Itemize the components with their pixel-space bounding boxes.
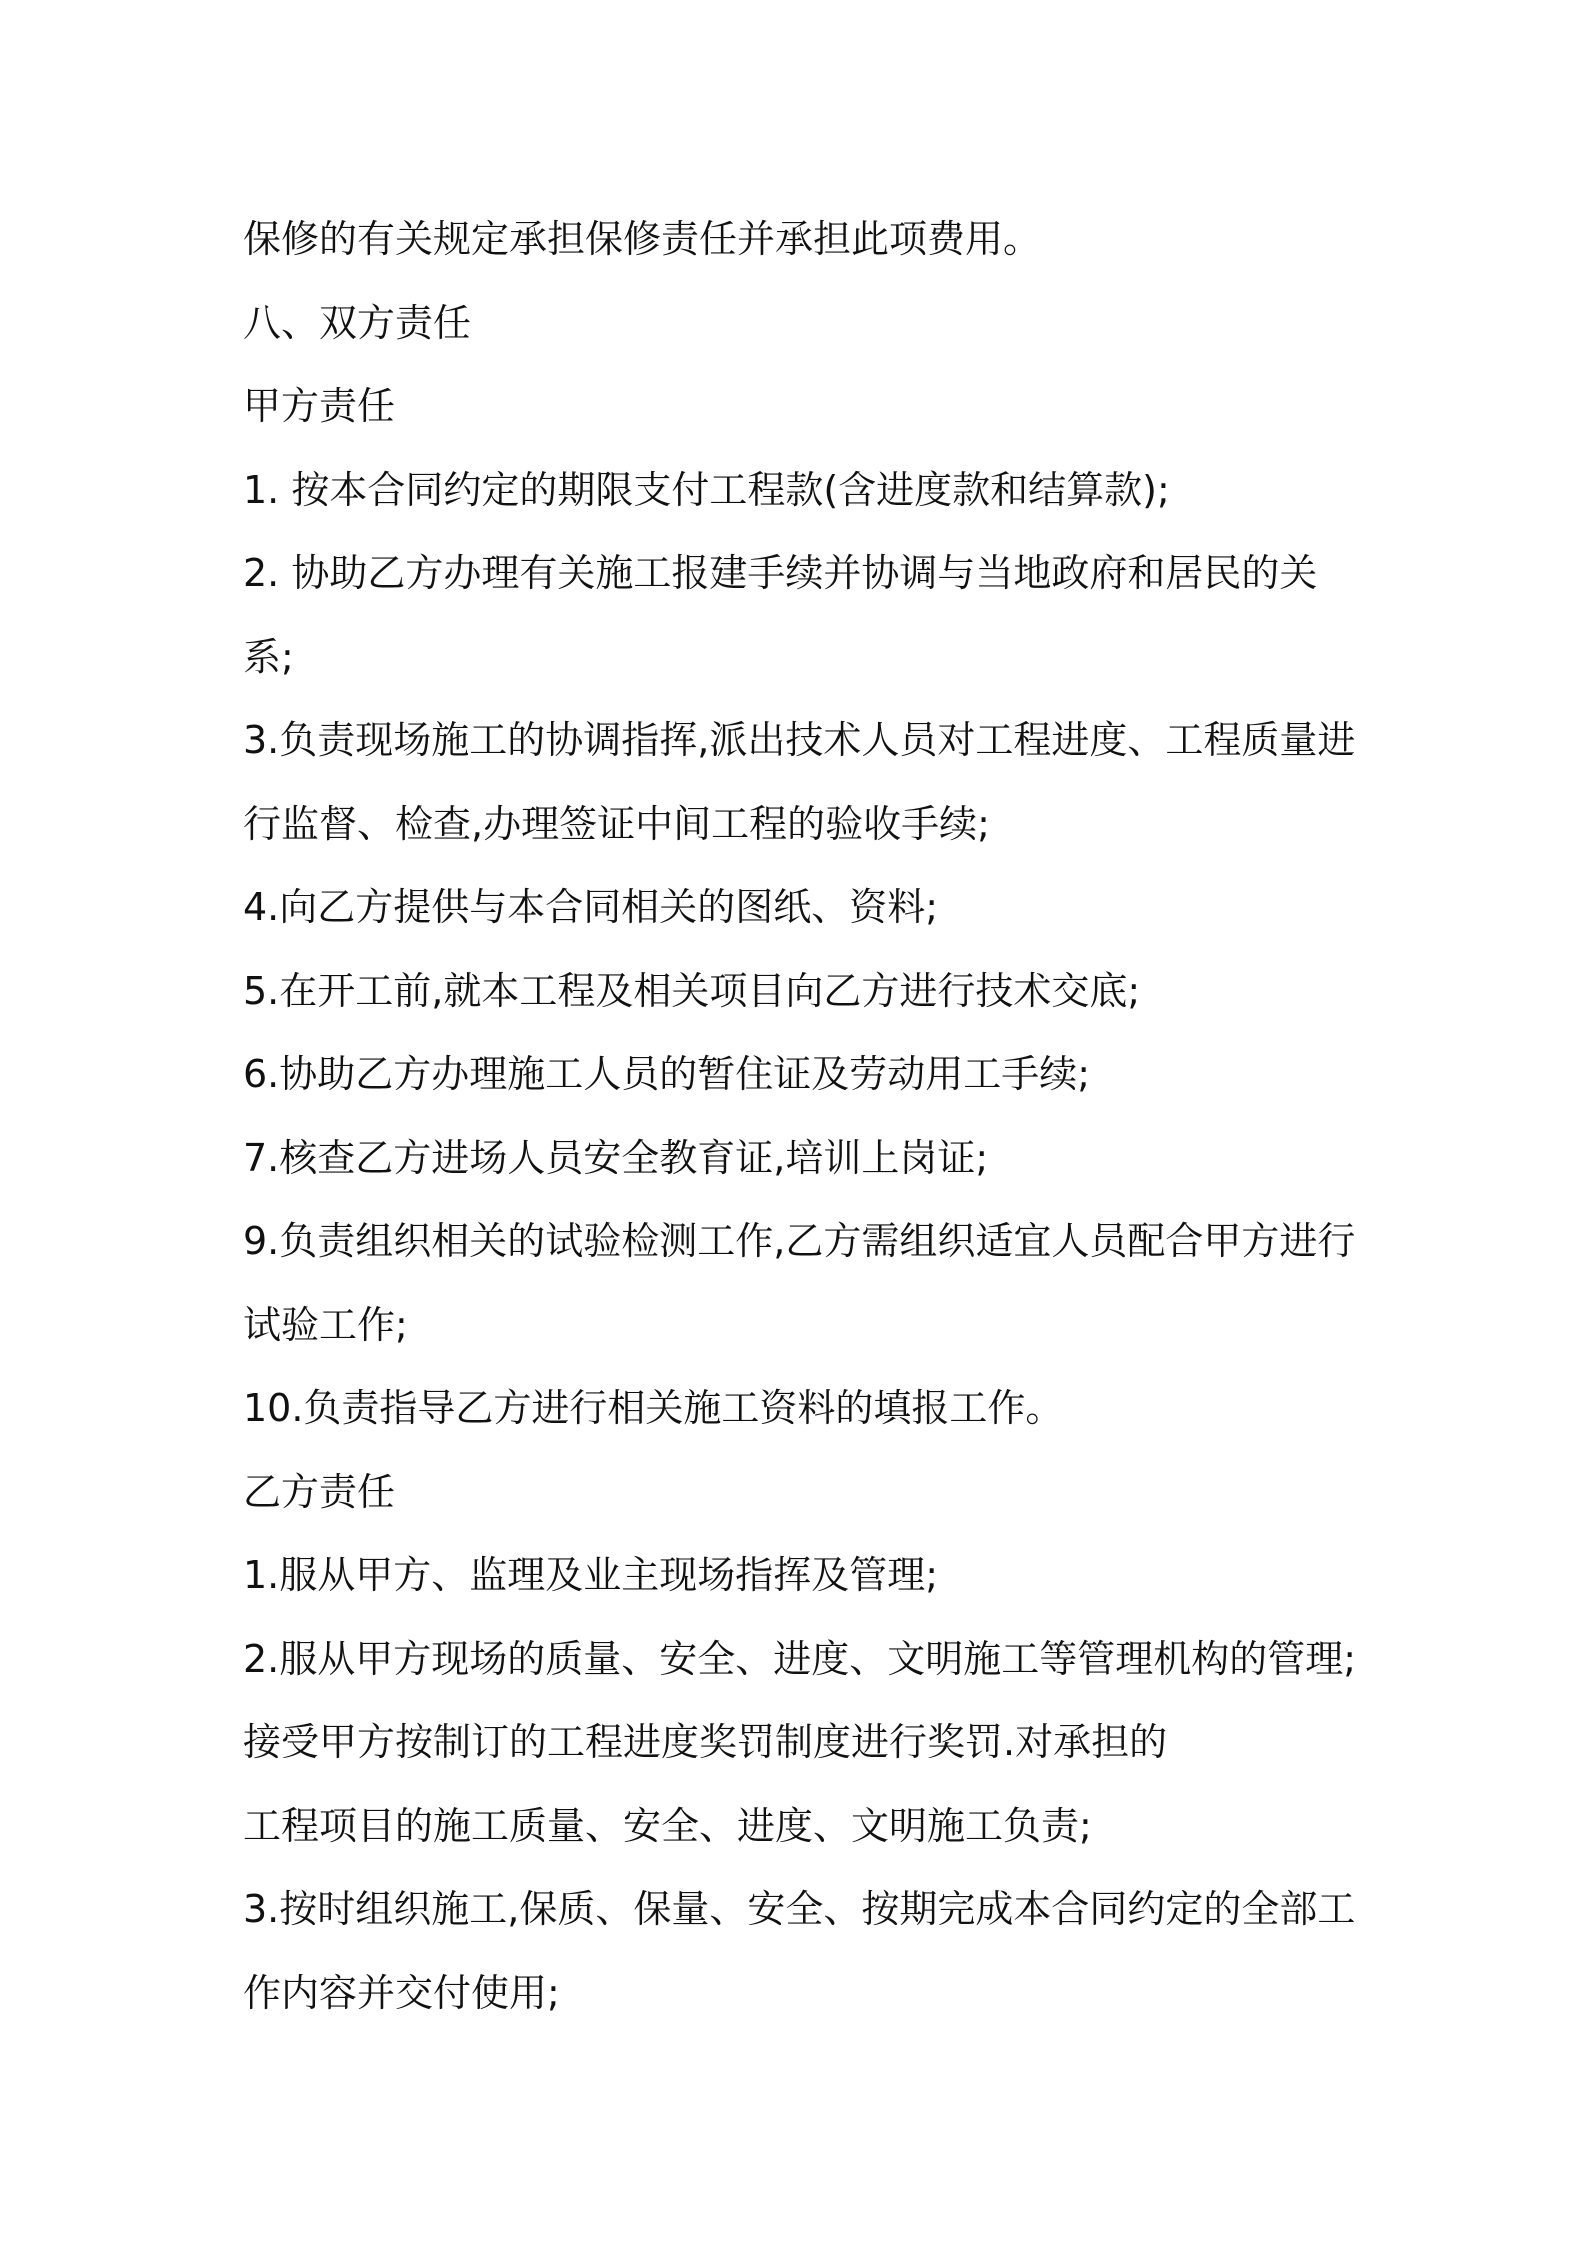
text-line: 试验工作;: [243, 1302, 408, 1347]
text-line: 4.向乙方提供与本合同相关的图纸、资料;: [243, 885, 939, 929]
text-line: 作内容并交付使用;: [243, 1970, 560, 2015]
text-line: 2. 协助乙方办理有关施工报建手续并协调与当地政府和居民的关: [243, 551, 1318, 595]
text-line: 7.核查乙方进场人员安全教育证,培训上岗证;: [243, 1135, 989, 1180]
text-line: 系;: [243, 634, 294, 679]
text-line: 10.负责指导乙方进行相关施工资料的填报工作。: [243, 1386, 1064, 1430]
text-line: 1. 按本合同约定的期限支付工程款(含进度款和结算款);: [243, 467, 1170, 512]
subsection-heading: 甲方责任: [243, 384, 396, 428]
text-line: 3.负责现场施工的协调指挥,派出技术人员对工程进度、工程质量进: [243, 718, 1356, 762]
text-line: 2.服从甲方现场的质量、安全、进度、文明施工等管理机构的管理;: [243, 1636, 1357, 1681]
text-line: 5.在开工前,就本工程及相关项目向乙方进行技术交底;: [243, 968, 1141, 1013]
text-line: 保修的有关规定承担保修责任并承担此项费用。: [243, 217, 1042, 261]
text-line: 9.负责组织相关的试验检测工作,乙方需组织适宜人员配合甲方进行: [243, 1219, 1356, 1263]
section-heading: 八、双方责任: [243, 300, 472, 345]
text-line: 6.协助乙方办理施工人员的暂住证及劳动用工手续;: [243, 1052, 1091, 1096]
subsection-heading: 乙方责任: [243, 1469, 396, 1514]
text-line: 3.按时组织施工,保质、保量、安全、按期完成本合同约定的全部工: [243, 1887, 1356, 1931]
text-line: 工程项目的施工质量、安全、进度、文明施工负责;: [243, 1803, 1092, 1848]
text-line: 接受甲方按制订的工程进度奖罚制度进行奖罚.对承担的: [243, 1720, 1168, 1764]
text-line: 1.服从甲方、监理及业主现场指挥及管理;: [243, 1553, 939, 1597]
document-body: [243, 198, 1363, 2035]
text-line: 行监督、检查,办理签证中间工程的验收手续;: [243, 801, 990, 846]
